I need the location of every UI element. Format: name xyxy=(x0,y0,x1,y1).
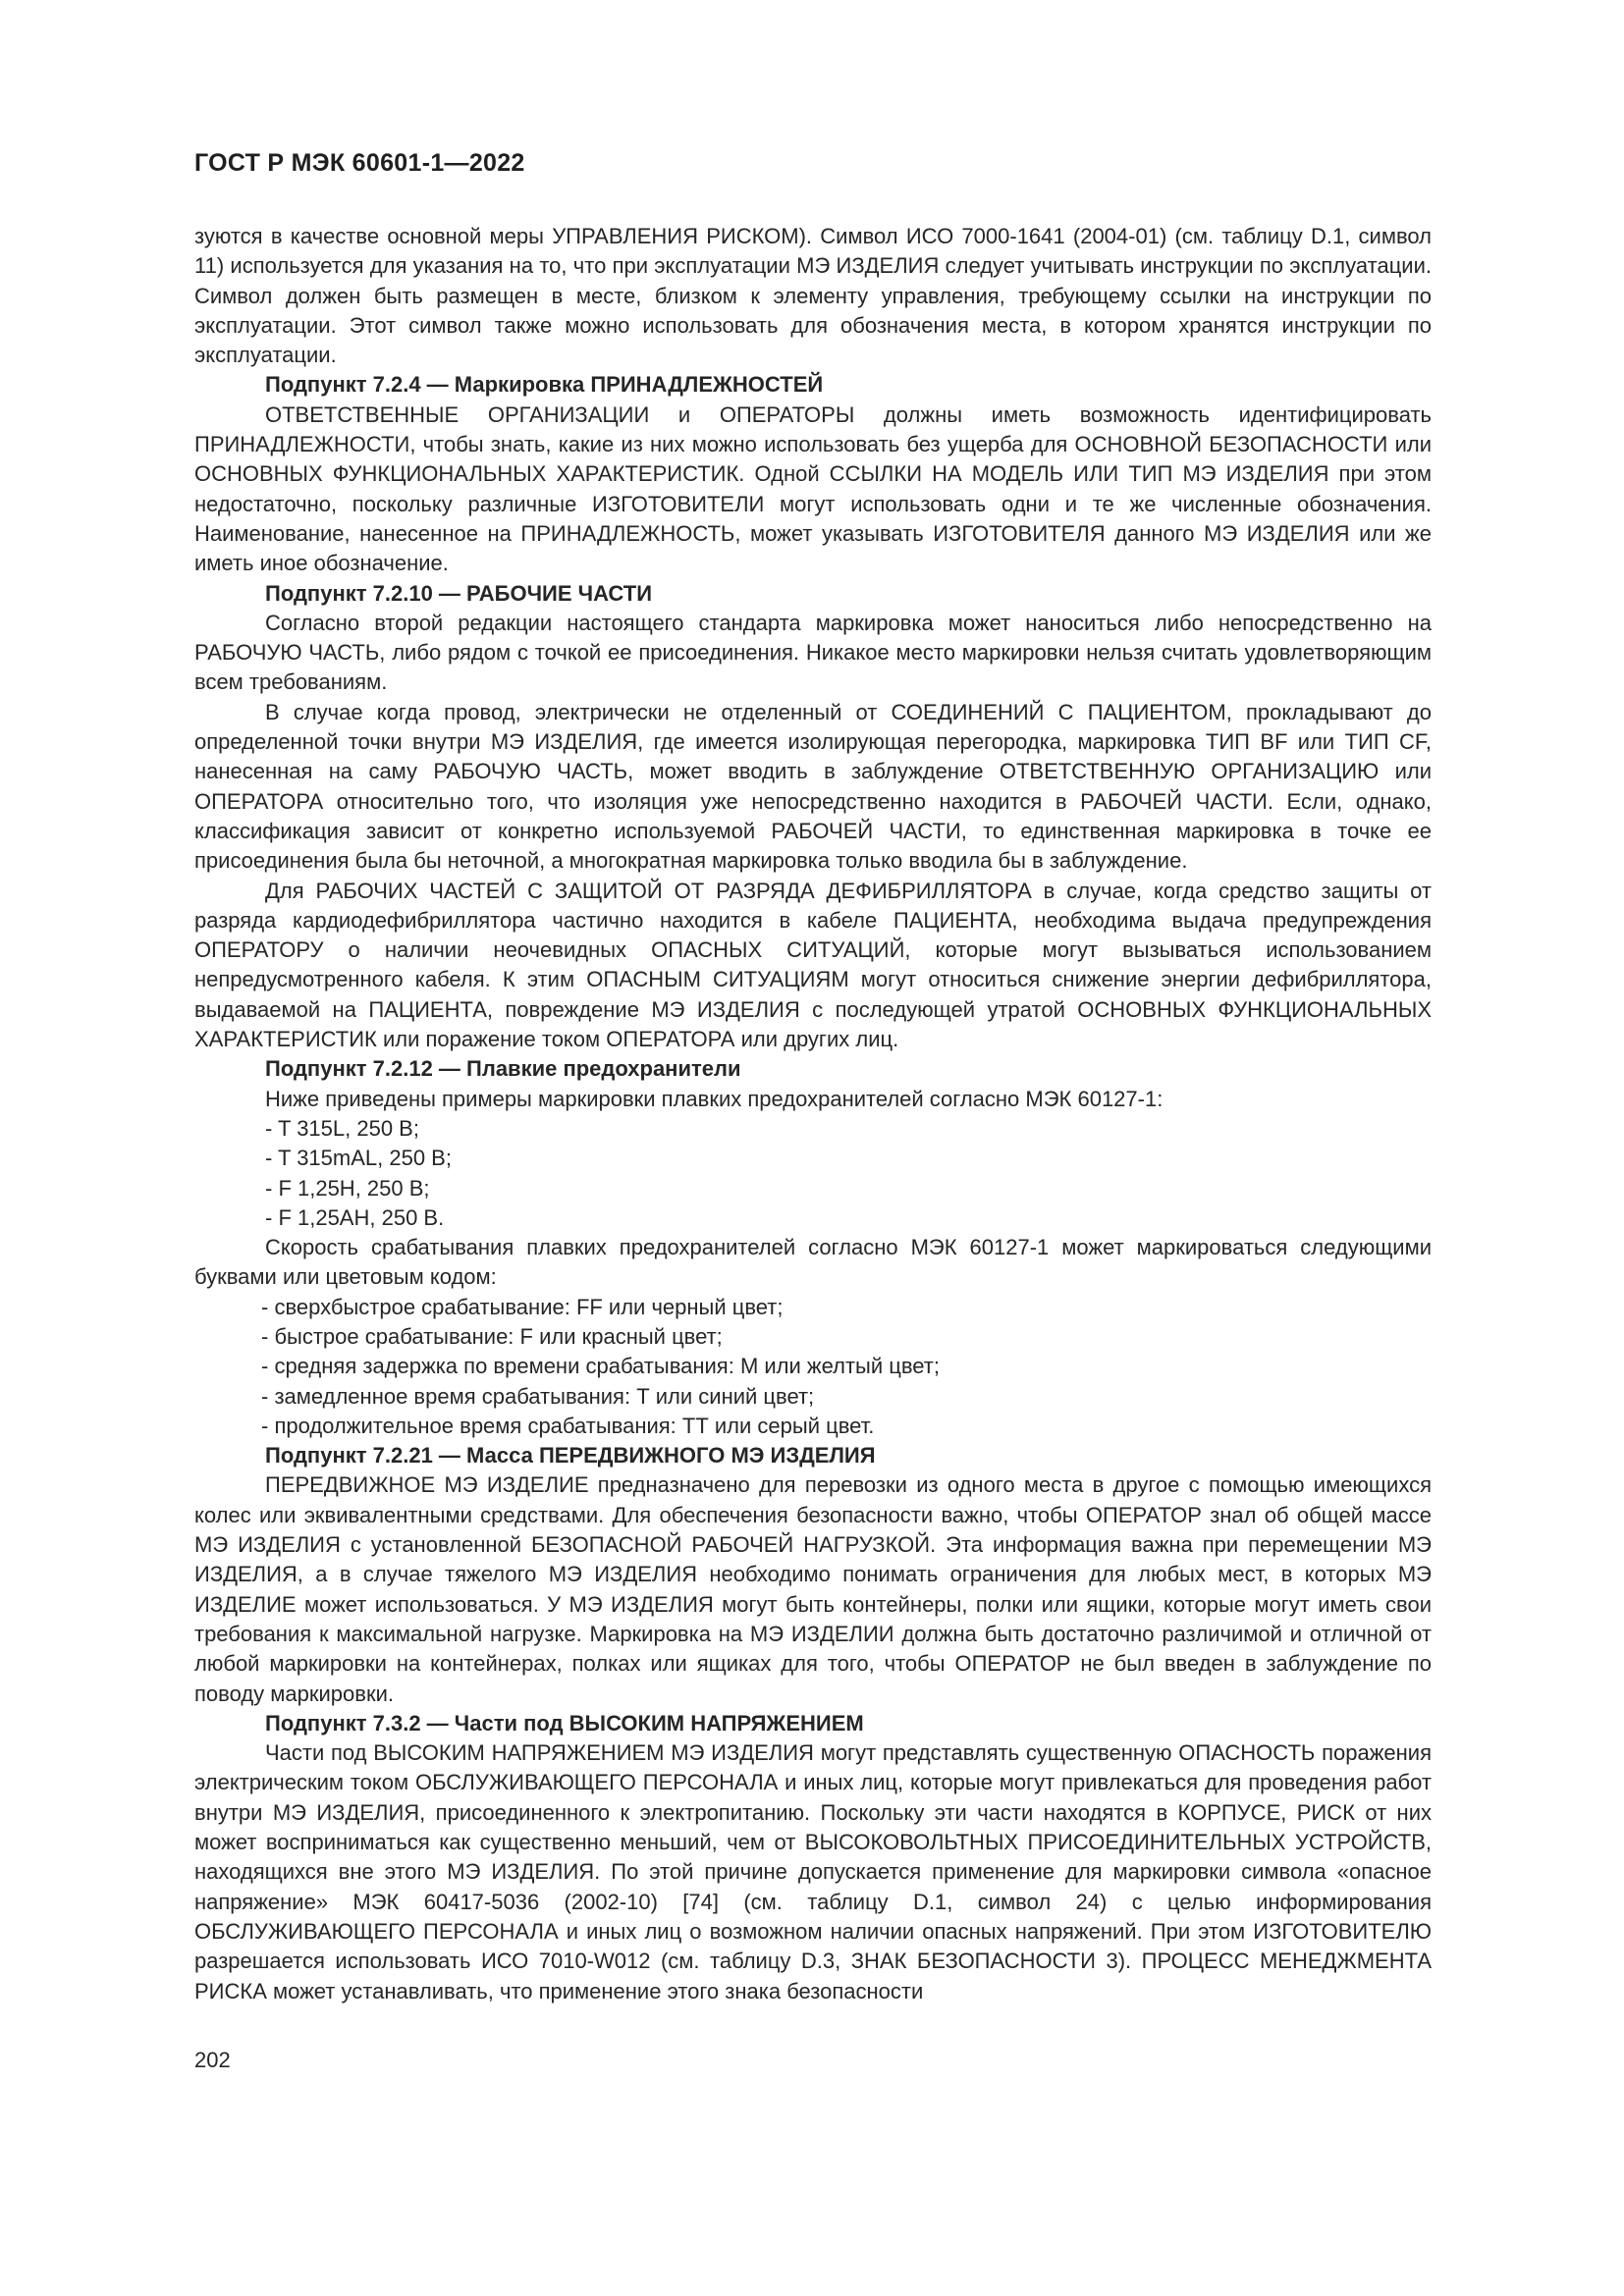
paragraph: ПЕРЕДВИЖНОЕ МЭ ИЗДЕЛИЕ предназначено для перевозки из одного места в другое с помощью имеющихся колес или эквивалентными средствами. Для обеспечения безопасности важно, чтобы ОПЕРАТОР знал об общей массе МЭ ИЗДЕЛИЯ с установленной БЕЗОПАСНОЙ РАБОЧЕЙ НАГРУЗКОЙ. Эта информация важна при перемещении МЭ ИЗДЕЛИЯ, а в случае тяжелого МЭ ИЗДЕЛИЯ необходимо понимать ограничения для любых мест, в которых МЭ ИЗДЕЛИЕ может использоваться. У МЭ ИЗДЕЛИЯ могут быть контейнеры, полки или ящики, которые могут иметь свои требования к максимальной нагрузке. Маркировка на МЭ ИЗДЕЛИИ должна быть достаточно различимой и отличной от любой маркировки на контейнерах, полках или ящиках для того, чтобы ОПЕРАТОР не был введен в заблуждение по поводу маркировки. xyxy=(194,1472,1432,1706)
list-item: - средняя задержка по времени срабатывания: М или желтый цвет; xyxy=(261,1354,940,1379)
section-heading: Подпункт 7.2.21 — Масса ПЕРЕДВИЖНОГО МЭ ИЗДЕЛИЯ xyxy=(265,1443,876,1468)
page-header-title: ГОСТ Р МЭК 60601-1—2022 xyxy=(194,149,525,177)
page-number: 202 xyxy=(194,2048,231,2072)
list-item: - замедленное время срабатывания: Т или синий цвет; xyxy=(261,1383,815,1409)
paragraph: ОТВЕТСТВЕННЫЕ ОРГАНИЗАЦИИ и ОПЕРАТОРЫ должны иметь возможность идентифицировать ПРИНАДЛЕЖНОСТИ, чтобы знать, какие из них можно использовать без ущерба для ОСНОВНОЙ БЕЗОПАСНОСТИ или ОСНОВНЫХ ФУНКЦИОНАЛЬНЫХ ХАРАКТЕРИСТИК. Одной ССЫЛКИ НА МОДЕЛЬ ИЛИ ТИП МЭ ИЗДЕЛИЯ при этом недостаточно, поскольку различные ИЗГОТОВИТЕЛИ могут использовать одни и те же численные обозначения. Наименование, нанесенное на ПРИНАДЛЕЖНОСТЬ, может указывать ИЗГОТОВИТЕЛЯ данного МЭ ИЗДЕЛИЯ или же иметь иное обозначение. xyxy=(194,401,1432,576)
list-item: - T 315mAL, 250 В; xyxy=(265,1146,452,1171)
section-heading: Подпункт 7.2.10 — РАБОЧИЕ ЧАСТИ xyxy=(265,580,653,606)
list-item: - сверхбыстрое срабатывание: FF или черный цвет; xyxy=(261,1294,784,1319)
section-heading: Подпункт 7.2.4 — Маркировка ПРИНАДЛЕЖНОСТЕЙ xyxy=(265,372,824,398)
section-heading: Подпункт 7.2.12 — Плавкие предохранители xyxy=(265,1056,741,1082)
paragraph: зуются в качестве основной меры УПРАВЛЕНИЯ РИСКОМ). Символ ИСО 7000-1641 (2004-01) (см. таблицу D.1, символ 11) используется для указания на то, что при эксплуатации МЭ ИЗДЕЛИЯ следует учитывать инструкции по эксплуатации. Символ должен быть размещен в месте, близком к элементу управления, требующему ссылки на инструкции по эксплуатации. Этот символ также можно использовать для обозначения места, в котором хранятся инструкции по эксплуатации. xyxy=(194,224,1432,368)
list-item: - продолжительное время срабатывания: ТТ или серый цвет. xyxy=(261,1413,875,1438)
document-body xyxy=(194,222,1432,2006)
paragraph: Ниже приведены примеры маркировки плавких предохранителей согласно МЭК 60127-1: xyxy=(265,1086,1164,1111)
section-heading: Подпункт 7.3.2 — Части под ВЫСОКИМ НАПРЯЖЕНИЕМ xyxy=(265,1710,864,1735)
list-item: - быстрое срабатывание: F или красный цвет; xyxy=(261,1323,723,1349)
list-item: - T 315L, 250 В; xyxy=(265,1115,419,1141)
paragraph: Скорость срабатывания плавких предохранителей согласно МЭК 60127-1 может маркироваться следующими буквами или цветовым кодом: xyxy=(194,1235,1432,1290)
paragraph: Части под ВЫСОКИМ НАПРЯЖЕНИЕМ МЭ ИЗДЕЛИЯ могут представлять существенную ОПАСНОСТЬ поражения электрическим током ОБСЛУЖИВАЮЩЕГО ПЕРСОНАЛА и иных лиц, которые могут привлекаться для проведения работ внутри МЭ ИЗДЕЛИЯ, присоединенного к электропитанию. Поскольку эти части находятся в КОРПУСЕ, РИСК от них может восприниматься как существенно меньший, чем от ВЫСОКОВОЛЬТНЫХ ПРИСОЕДИНИТЕЛЬНЫХ УСТРОЙСТВ, находящихся вне этого МЭ ИЗДЕЛИЯ. По этой причине допускается применение для маркировки символа «опасное напряжение» МЭК 60417-5036 (2002-10) [74] (см. таблицу D.1, символ 24) с целью информирования ОБСЛУЖИВАЮЩЕГО ПЕРСОНАЛА и иных лиц о возможном наличии опасных напряжений. При этом ИЗГОТОВИТЕЛЮ разрешается использовать ИСО 7010-W012 (см. таблицу D.3, ЗНАК БЕЗОПАСНОСТИ 3). ПРОЦЕСС МЕНЕДЖМЕНТА РИСКА может устанавливать, что применение этого знака безопасности xyxy=(194,1740,1432,2003)
list-item: - F 1,25AH, 250 В. xyxy=(265,1204,445,1230)
paragraph: Для РАБОЧИХ ЧАСТЕЙ С ЗАЩИТОЙ ОТ РАЗРЯДА ДЕФИБРИЛЛЯТОРА в случае, когда средство защиты от разряда кардиодефибриллятора частично находится в кабеле ПАЦИЕНТА, необходима выдача предупреждения ОПЕРАТОРУ о наличии неочевидных ОПАСНЫХ СИТУАЦИЙ, которые могут вызываться использованием непредусмотренного кабеля. К этим ОПАСНЫМ СИТУАЦИЯМ могут относиться снижение энергии дефибриллятора, выдаваемой на ПАЦИЕНТА, повреждение МЭ ИЗДЕЛИЯ с последующей утратой ОСНОВНЫХ ФУНКЦИОНАЛЬНЫХ ХАРАКТЕРИСТИК или поражение током ОПЕРАТОРА или других лиц. xyxy=(194,878,1432,1052)
paragraph: В случае когда провод, электрически не отделенный от СОЕДИНЕНИЙ С ПАЦИЕНТОМ, прокладывают до определенной точки внутри МЭ ИЗДЕЛИЯ, где имеется изолирующая перегородка, маркировка ТИП BF или ТИП CF, нанесенная на саму РАБОЧУЮ ЧАСТЬ, может вводить в заблуждение ОТВЕТСТВЕННУЮ ОРГАНИЗАЦИЮ или ОПЕРАТОРА относительно того, что изоляция уже непосредственно находится в РАБОЧЕЙ ЧАСТИ. Если, однако, классификация зависит от конкретно используемой РАБОЧЕЙ ЧАСТИ, то единственная маркировка в точке ее присоединения была бы неточной, а многократная маркировка только вводила бы в заблуждение. xyxy=(194,699,1432,874)
list-item: - F 1,25H, 250 В; xyxy=(265,1175,430,1201)
paragraph: Согласно второй редакции настоящего стандарта маркировка может наноситься либо непосредственно на РАБОЧУЮ ЧАСТЬ, либо рядом с точкой ее присоединения. Никакое место маркировки нельзя считать удовлетворяющим всем требованиям. xyxy=(194,610,1432,695)
